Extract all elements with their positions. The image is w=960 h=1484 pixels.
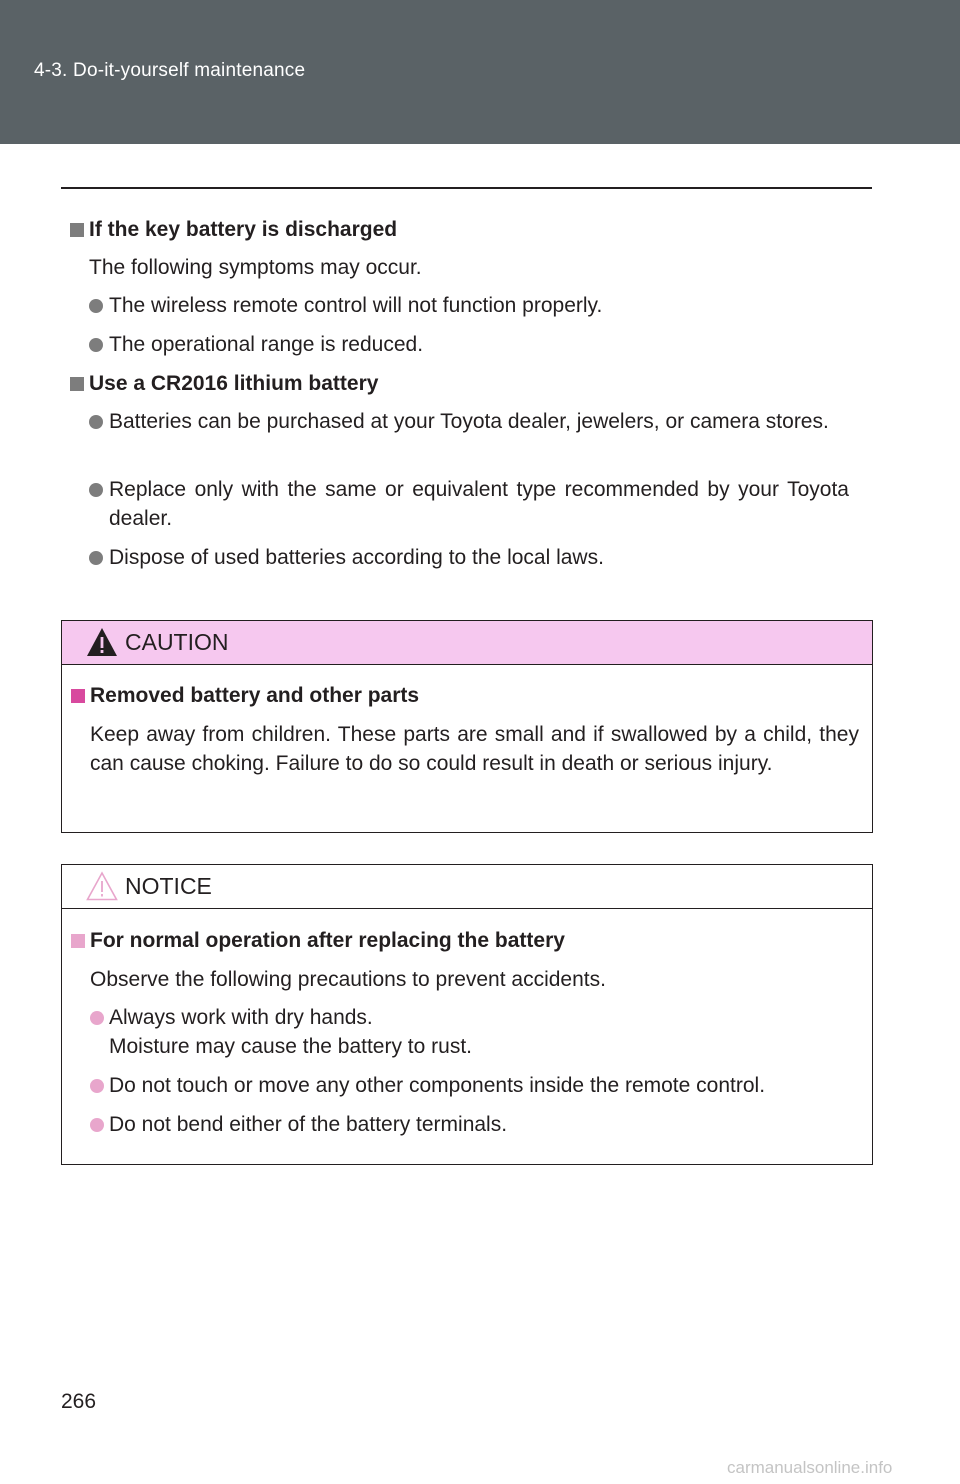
caution-header <box>62 621 872 665</box>
caution-outline-icon <box>86 871 118 901</box>
bullet-dot-icon <box>89 483 103 497</box>
caution-box <box>61 620 873 833</box>
section-heading: If the key battery is discharged <box>89 218 398 241</box>
caution-text: Keep away from children. These parts are small and if swallowed by a child, they can cause choking. Failure to do so could result in death or serious injury. <box>90 723 859 775</box>
bullet-text: The wireless remote control will not function properly. <box>109 294 603 317</box>
bullet-dot-icon <box>89 338 103 352</box>
bullet-dot-icon <box>90 1079 104 1093</box>
section-heading: Use a CR2016 lithium battery <box>89 372 379 395</box>
bullet-dot-icon <box>89 551 103 565</box>
page-number: 266 <box>61 1390 97 1413</box>
section-square-icon <box>70 223 84 237</box>
notice-bullet-line: Moisture may cause the battery to rust. <box>109 1035 472 1058</box>
section-intro: The following symptoms may occur. <box>89 256 422 279</box>
notice-box <box>61 864 873 1165</box>
notice-header <box>62 865 872 909</box>
bullet-dot-icon <box>90 1118 104 1132</box>
bullet-text: Replace only with the same or equivalent type recommended by your Toyota dealer. <box>109 478 849 530</box>
watermark: carmanualsonline.info <box>727 1458 893 1477</box>
bullet-dot-icon <box>89 299 103 313</box>
page-header <box>0 0 960 144</box>
notice-bullet-line: Always work with dry hands. <box>109 1006 373 1029</box>
caution-heading: Removed battery and other parts <box>90 684 420 707</box>
notice-bullet-line: Do not bend either of the battery terminals. <box>109 1113 508 1136</box>
bullet-text: Batteries can be purchased at your Toyota dealer, jewelers, or camera stores. <box>109 410 829 433</box>
caution-square-icon <box>71 689 85 703</box>
bullet-text: Dispose of used batteries according to the local laws. <box>109 546 604 569</box>
bullet-text: The operational range is reduced. <box>109 333 424 356</box>
notice-heading: For normal operation after replacing the battery <box>90 929 565 952</box>
section-title: 4-3. Do-it-yourself maintenance <box>34 60 306 81</box>
notice-bullet-line: Do not touch or move any other components inside the remote control. <box>109 1074 766 1097</box>
header-rule <box>61 187 872 189</box>
bullet-dot-icon <box>89 415 103 429</box>
bullet-dot-icon <box>90 1011 104 1025</box>
warning-triangle-icon <box>86 627 118 657</box>
section-square-icon <box>70 377 84 391</box>
notice-intro: Observe the following precautions to prevent accidents. <box>90 968 606 991</box>
notice-square-icon <box>71 934 85 948</box>
notice-label: NOTICE <box>125 873 212 899</box>
caution-label: CAUTION <box>125 629 229 655</box>
